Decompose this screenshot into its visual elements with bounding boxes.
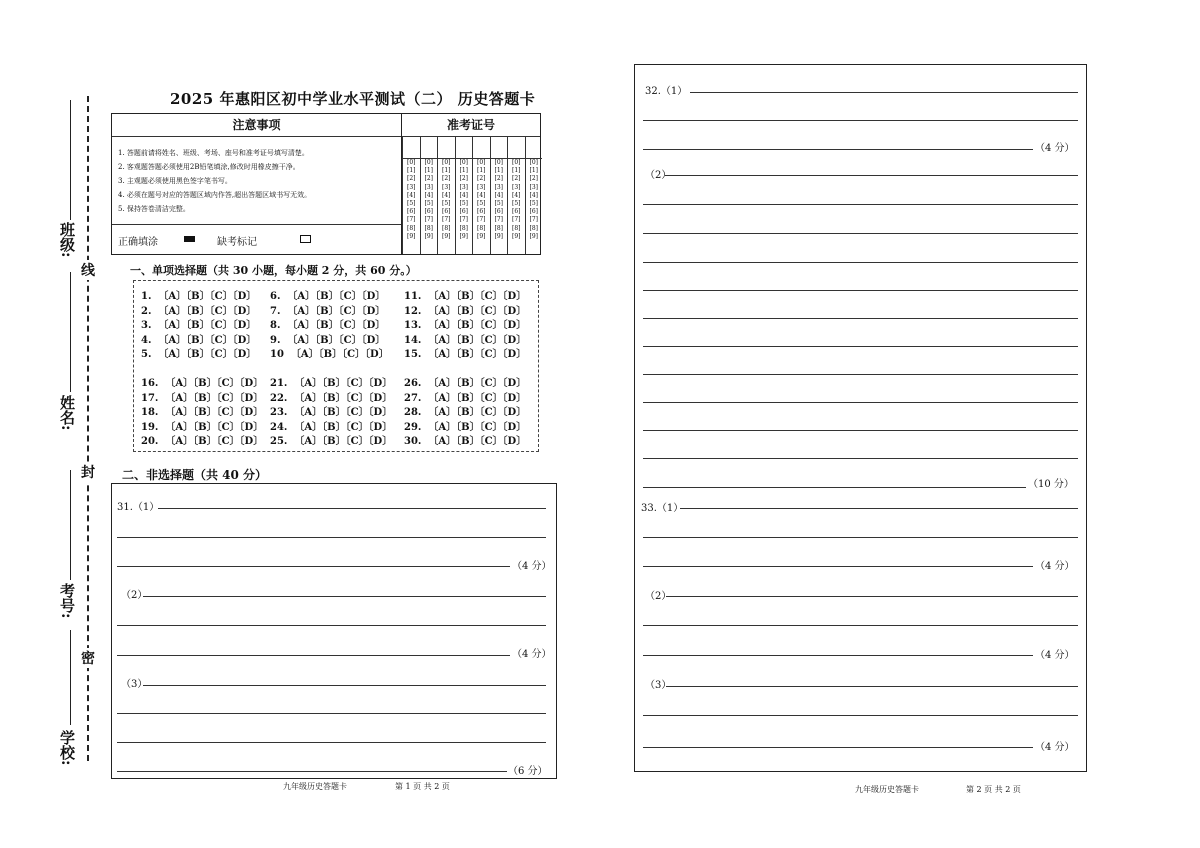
- exam-id-digit-box[interactable]: [473, 136, 490, 159]
- answer-line[interactable]: [665, 175, 1078, 176]
- exam-id-bubble[interactable]: [4]: [407, 191, 416, 199]
- exam-id-bubble[interactable]: [3]: [477, 183, 486, 191]
- exam-id-column: [437, 136, 455, 254]
- answer-line[interactable]: [117, 742, 546, 743]
- mc-question-23[interactable]: 23. 〔A〕〔B〕〔C〕〔D〕: [270, 407, 393, 418]
- answer-line[interactable]: [666, 596, 1078, 597]
- exam-id-bubble[interactable]: [2]: [494, 175, 503, 183]
- absent-checkbox[interactable]: [300, 235, 311, 243]
- notice-item: 4. 必须在题号对应的答题区域内作答,超出答题区域书写无效。: [118, 191, 312, 199]
- q33-part3-label: （3）: [645, 680, 672, 691]
- q33-part1-score: （4 分）: [1035, 561, 1075, 572]
- school-line: [70, 630, 71, 725]
- q33-part1-label: 33.（1）: [641, 503, 684, 514]
- exam-id-bubble[interactable]: [3]: [407, 183, 416, 191]
- q31-part1-label: 31.（1）: [117, 502, 160, 513]
- exam-id-bubble[interactable]: [5]: [494, 200, 503, 208]
- exam-id-bubble[interactable]: [1]: [529, 167, 538, 175]
- exam-id-bubble[interactable]: [0]: [494, 159, 503, 166]
- answer-line[interactable]: [690, 92, 1078, 93]
- exam-id-bubble[interactable]: [5]: [442, 200, 451, 208]
- exam-id-bubble[interactable]: [9]: [407, 232, 416, 240]
- notice-item: 5. 保持答卷清洁完整。: [118, 205, 190, 213]
- exam-id-bubble[interactable]: [9]: [529, 232, 538, 240]
- mc-question-9[interactable]: 9. 〔A〕〔B〕〔C〕〔D〕: [270, 335, 386, 346]
- q33-part2-score: （4 分）: [1035, 650, 1075, 661]
- answer-line[interactable]: [643, 204, 1078, 205]
- seal-mark-line: 线: [81, 260, 95, 280]
- answer-line[interactable]: [643, 233, 1078, 234]
- footer-left-name: 九年级历史答题卡: [283, 782, 347, 791]
- seal-mark-seal: 封: [81, 462, 95, 482]
- answer-line[interactable]: [666, 686, 1078, 687]
- notice-item: 3. 主观题必须使用黑色签字笔书写。: [118, 177, 232, 185]
- exam-id-digit-box[interactable]: [456, 136, 473, 159]
- mc-question-4[interactable]: 4. 〔A〕〔B〕〔C〕〔D〕: [141, 335, 257, 346]
- exam-id-bubble[interactable]: [5]: [529, 200, 538, 208]
- exam-id-bubble[interactable]: [4]: [494, 191, 503, 199]
- correct-fill-label: 正确填涂: [118, 237, 158, 248]
- class-line: [70, 100, 71, 220]
- mc-question-21[interactable]: 21. 〔A〕〔B〕〔C〕〔D〕: [270, 378, 393, 389]
- notice-header: 注意事项: [232, 118, 281, 132]
- section2-title: 二、非选择题（共 40 分）: [122, 468, 268, 482]
- page2-answer-box: [634, 64, 1087, 772]
- exam-id-bubble[interactable]: [2]: [424, 175, 433, 183]
- answer-line[interactable]: [680, 508, 1078, 509]
- footer-right-page: 第 2 页 共 2 页: [966, 785, 1021, 794]
- answer-line[interactable]: [643, 149, 1033, 150]
- mc-question-8[interactable]: 8. 〔A〕〔B〕〔C〕〔D〕: [270, 320, 386, 331]
- exam-id-header: 准考证号: [446, 118, 495, 132]
- exam-id-bubble[interactable]: [5]: [424, 200, 433, 208]
- exam-id-bubble[interactable]: [9]: [459, 232, 468, 240]
- answer-line[interactable]: [643, 625, 1078, 626]
- exam-id-digit-box[interactable]: [508, 136, 525, 159]
- q31-part1-score: （4 分）: [512, 561, 552, 572]
- class-label: 班级:: [58, 222, 76, 258]
- answer-line[interactable]: [158, 508, 546, 509]
- notice-item: 2. 客观题答题必须使用2B铅笔填涂,修改时用橡皮擦干净。: [118, 163, 300, 171]
- mc-question-27[interactable]: 27. 〔A〕〔B〕〔C〕〔D〕: [404, 393, 527, 404]
- exam-id-bubble[interactable]: [0]: [477, 159, 486, 166]
- q31-part3-label: （3）: [121, 679, 148, 690]
- answer-line[interactable]: [643, 318, 1078, 319]
- exam-id-bubble[interactable]: [1]: [459, 167, 468, 175]
- exam-id-bubble[interactable]: [3]: [512, 183, 521, 191]
- mc-question-3[interactable]: 3. 〔A〕〔B〕〔C〕〔D〕: [141, 320, 257, 331]
- exam-id-bubble[interactable]: [0]: [424, 159, 433, 166]
- exam-id-bubble[interactable]: [9]: [424, 232, 433, 240]
- exam-id-digit-box[interactable]: [526, 136, 543, 159]
- mc-question-2[interactable]: 2. 〔A〕〔B〕〔C〕〔D〕: [141, 306, 257, 317]
- answer-line[interactable]: [643, 458, 1078, 459]
- answer-line[interactable]: [117, 713, 546, 714]
- exam-id-bubble[interactable]: [6]: [512, 208, 521, 216]
- exam-id-column: [455, 136, 473, 254]
- name-line: [70, 272, 71, 392]
- q32-part1-label: 32.（1）: [645, 86, 688, 97]
- mc-question-14[interactable]: 14. 〔A〕〔B〕〔C〕〔D〕: [404, 335, 527, 346]
- exam-id-bubble[interactable]: [3]: [529, 183, 538, 191]
- answer-line[interactable]: [643, 655, 1033, 656]
- exam-id-bubble[interactable]: [7]: [529, 216, 538, 224]
- exam-id-bubble[interactable]: [2]: [529, 175, 538, 183]
- mc-question-19[interactable]: 19. 〔A〕〔B〕〔C〕〔D〕: [141, 422, 264, 433]
- answer-line[interactable]: [117, 771, 507, 772]
- exam-id-bubble[interactable]: [7]: [442, 216, 451, 224]
- answer-line[interactable]: [143, 596, 546, 597]
- exam-id-bubble[interactable]: [7]: [477, 216, 486, 224]
- exam-id-bubble[interactable]: [1]: [407, 167, 416, 175]
- answer-line[interactable]: [643, 374, 1078, 375]
- notice-box: [111, 113, 541, 255]
- mc-question-18[interactable]: 18. 〔A〕〔B〕〔C〕〔D〕: [141, 407, 264, 418]
- section1-title: 一、单项选择题（共 30 小题，每小题 2 分，共 60 分。）: [130, 264, 417, 277]
- page-title: 2025 年惠阳区初中学业水平测试（二） 历史答题卡: [170, 90, 536, 108]
- answer-line[interactable]: [143, 685, 546, 686]
- q31-part3-score: （6 分）: [508, 766, 548, 777]
- q31-part2-label: （2）: [121, 590, 148, 601]
- answer-line[interactable]: [643, 262, 1078, 263]
- mc-question-15[interactable]: 15. 〔A〕〔B〕〔C〕〔D〕: [404, 349, 527, 360]
- notice-separator: [112, 224, 401, 225]
- exam-id-bubble[interactable]: [2]: [442, 175, 451, 183]
- exam-id-bubble[interactable]: [9]: [477, 232, 486, 240]
- exam-id-bubble[interactable]: [8]: [494, 224, 503, 232]
- exam-id-bubble[interactable]: [8]: [529, 224, 538, 232]
- exam-id-column: [490, 136, 508, 254]
- mc-question-29[interactable]: 29. 〔A〕〔B〕〔C〕〔D〕: [404, 422, 527, 433]
- exam-id-bubble[interactable]: [1]: [512, 167, 521, 175]
- answer-line[interactable]: [643, 430, 1078, 431]
- exam-id-bubble[interactable]: [3]: [494, 183, 503, 191]
- mc-question-26[interactable]: 26. 〔A〕〔B〕〔C〕〔D〕: [404, 378, 527, 389]
- q33-part3-score: （4 分）: [1035, 742, 1075, 753]
- exam-id-column: [525, 136, 543, 254]
- answer-line[interactable]: [643, 402, 1078, 403]
- exam-id-bubble[interactable]: [1]: [477, 167, 486, 175]
- q33-part2-label: （2）: [645, 591, 672, 602]
- seal-mark-secret: 密: [81, 648, 95, 668]
- exam-no-line: [70, 470, 71, 580]
- mc-question-24[interactable]: 24. 〔A〕〔B〕〔C〕〔D〕: [270, 422, 393, 433]
- exam-id-bubble[interactable]: [2]: [512, 175, 521, 183]
- exam-id-bubble[interactable]: [7]: [407, 216, 416, 224]
- exam-id-bubble[interactable]: [0]: [459, 159, 468, 166]
- mc-question-30[interactable]: 30. 〔A〕〔B〕〔C〕〔D〕: [404, 436, 527, 447]
- exam-id-digit-box[interactable]: [491, 136, 508, 159]
- exam-id-bubble[interactable]: [3]: [442, 183, 451, 191]
- exam-id-bubble[interactable]: [0]: [442, 159, 451, 166]
- exam-id-bubble[interactable]: [4]: [529, 191, 538, 199]
- exam-id-bubble[interactable]: [9]: [512, 232, 521, 240]
- q31-part2-score: （4 分）: [512, 649, 552, 660]
- answer-line[interactable]: [643, 120, 1078, 121]
- exam-id-bubble[interactable]: [6]: [459, 208, 468, 216]
- exam-id-bubble[interactable]: [6]: [407, 208, 416, 216]
- exam-id-bubble[interactable]: [4]: [442, 191, 451, 199]
- exam-id-bubble[interactable]: [7]: [424, 216, 433, 224]
- exam-id-bubble[interactable]: [8]: [424, 224, 433, 232]
- mc-question-1[interactable]: 1. 〔A〕〔B〕〔C〕〔D〕: [141, 291, 257, 302]
- exam-id-digit-box[interactable]: [421, 136, 438, 159]
- exam-id-bubble[interactable]: [1]: [424, 167, 433, 175]
- exam-id-header-cell: [402, 114, 540, 137]
- answer-line[interactable]: [117, 655, 510, 656]
- exam-id-bubble[interactable]: [8]: [407, 224, 416, 232]
- answer-line[interactable]: [643, 346, 1078, 347]
- exam-id-bubble[interactable]: [7]: [459, 216, 468, 224]
- school-label: 学校:: [58, 730, 76, 766]
- mc-question-13[interactable]: 13. 〔A〕〔B〕〔C〕〔D〕: [404, 320, 527, 331]
- exam-id-bubble[interactable]: [5]: [512, 200, 521, 208]
- absent-label: 缺考标记: [217, 237, 257, 248]
- answer-line[interactable]: [643, 566, 1033, 567]
- exam-id-bubble[interactable]: [8]: [459, 224, 468, 232]
- exam-id-bubble[interactable]: [5]: [407, 200, 416, 208]
- name-label: 姓名:: [58, 395, 76, 431]
- exam-id-bubble[interactable]: [4]: [424, 191, 433, 199]
- notice-header-cell: [112, 114, 401, 137]
- mc-question-17[interactable]: 17. 〔A〕〔B〕〔C〕〔D〕: [141, 393, 264, 404]
- exam-id-bubble[interactable]: [6]: [477, 208, 486, 216]
- exam-id-column: [507, 136, 525, 254]
- exam-id-bubble[interactable]: [2]: [459, 175, 468, 183]
- exam-id-bubble[interactable]: [4]: [459, 191, 468, 199]
- exam-id-column: [420, 136, 438, 254]
- exam-id-bubble[interactable]: [2]: [407, 175, 416, 183]
- exam-no-label: 考号:: [58, 583, 76, 619]
- mc-question-7[interactable]: 7. 〔A〕〔B〕〔C〕〔D〕: [270, 306, 386, 317]
- exam-id-bubble[interactable]: [6]: [494, 208, 503, 216]
- exam-id-column: [402, 136, 420, 254]
- exam-id-bubble[interactable]: [6]: [424, 208, 433, 216]
- filled-mark-sample: [184, 236, 195, 242]
- mc-question-11[interactable]: 11. 〔A〕〔B〕〔C〕〔D〕: [404, 291, 527, 302]
- exam-id-grid: [402, 136, 542, 254]
- exam-id-bubble[interactable]: [4]: [477, 191, 486, 199]
- exam-id-bubble[interactable]: [4]: [512, 191, 521, 199]
- exam-id-bubble[interactable]: [8]: [512, 224, 521, 232]
- exam-id-bubble[interactable]: [0]: [512, 159, 521, 166]
- exam-id-bubble[interactable]: [9]: [494, 232, 503, 240]
- exam-id-bubble[interactable]: [5]: [477, 200, 486, 208]
- answer-line[interactable]: [643, 487, 1026, 488]
- answer-line[interactable]: [643, 715, 1078, 716]
- q32-part2-label: （2）: [645, 170, 672, 181]
- exam-id-bubble[interactable]: [3]: [459, 183, 468, 191]
- footer-right-name: 九年级历史答题卡: [855, 785, 919, 794]
- answer-line[interactable]: [643, 747, 1033, 748]
- mc-question-25[interactable]: 25. 〔A〕〔B〕〔C〕〔D〕: [270, 436, 393, 447]
- exam-id-bubble[interactable]: [7]: [512, 216, 521, 224]
- exam-id-digit-box[interactable]: [403, 136, 420, 159]
- mc-question-6[interactable]: 6. 〔A〕〔B〕〔C〕〔D〕: [270, 291, 386, 302]
- answer-line[interactable]: [117, 625, 546, 626]
- mc-question-28[interactable]: 28. 〔A〕〔B〕〔C〕〔D〕: [404, 407, 527, 418]
- mc-question-16[interactable]: 16. 〔A〕〔B〕〔C〕〔D〕: [141, 378, 264, 389]
- exam-id-bubble[interactable]: [3]: [424, 183, 433, 191]
- exam-id-bubble[interactable]: [8]: [442, 224, 451, 232]
- mc-question-10[interactable]: 10 〔A〕〔B〕〔C〕〔D〕: [270, 349, 389, 360]
- exam-id-bubble[interactable]: [1]: [494, 167, 503, 175]
- exam-id-bubble[interactable]: [0]: [407, 159, 416, 166]
- q32-part1-score: （4 分）: [1035, 143, 1075, 154]
- answer-line[interactable]: [643, 290, 1078, 291]
- exam-id-bubble[interactable]: [0]: [529, 159, 538, 166]
- exam-id-bubble[interactable]: [9]: [442, 232, 451, 240]
- exam-id-column: [472, 136, 490, 254]
- mc-question-22[interactable]: 22. 〔A〕〔B〕〔C〕〔D〕: [270, 393, 393, 404]
- exam-id-bubble[interactable]: [7]: [494, 216, 503, 224]
- answer-line[interactable]: [643, 537, 1078, 538]
- q32-part2-score: （10 分）: [1028, 479, 1074, 490]
- answer-line[interactable]: [117, 537, 546, 538]
- q31-box: [111, 483, 557, 779]
- answer-line[interactable]: [117, 566, 510, 567]
- mc-question-5[interactable]: 5. 〔A〕〔B〕〔C〕〔D〕: [141, 349, 257, 360]
- footer-left-page: 第 1 页 共 2 页: [395, 782, 450, 791]
- exam-id-bubble[interactable]: [8]: [477, 224, 486, 232]
- exam-id-bubble[interactable]: [6]: [442, 208, 451, 216]
- mc-question-12[interactable]: 12. 〔A〕〔B〕〔C〕〔D〕: [404, 306, 527, 317]
- exam-id-bubble[interactable]: [1]: [442, 167, 451, 175]
- exam-id-bubble[interactable]: [2]: [477, 175, 486, 183]
- exam-id-bubble[interactable]: [6]: [529, 208, 538, 216]
- mc-question-20[interactable]: 20. 〔A〕〔B〕〔C〕〔D〕: [141, 436, 264, 447]
- notice-item: 1. 答题前请将姓名、班级、考场、座号和准考证号填写清楚。: [118, 149, 309, 157]
- exam-id-digit-box[interactable]: [438, 136, 455, 159]
- exam-id-bubble[interactable]: [5]: [459, 200, 468, 208]
